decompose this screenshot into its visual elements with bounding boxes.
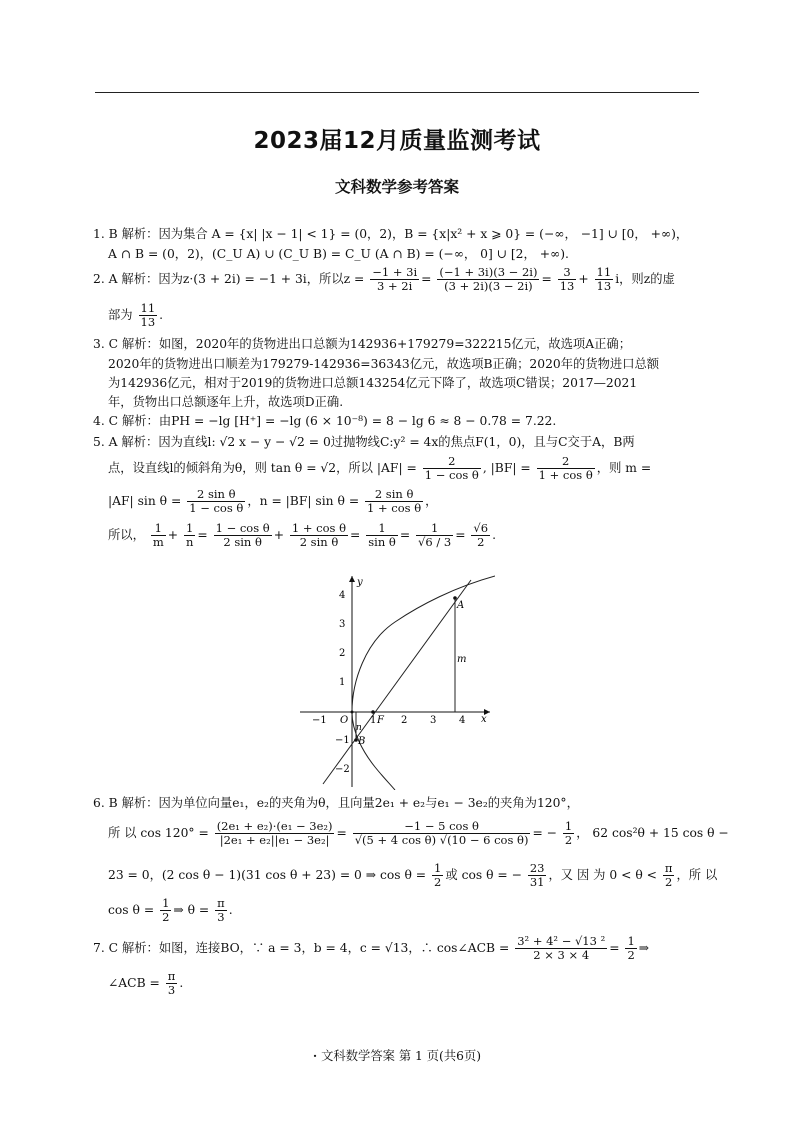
parabola-graph (295, 572, 495, 790)
point-F (371, 710, 375, 714)
tick-F: F (377, 715, 384, 726)
q5-g5: $\frac{1}{\text{sin θ}}$ (368, 521, 396, 549)
point-O (351, 711, 354, 714)
q5-g3: $\frac{\text{1 − cos θ}}{\text{2 sin θ}}$ (215, 521, 270, 549)
tick-y--1: −1 (335, 735, 350, 746)
q5-line2: 点，设直线l的倾斜角为θ，则 tan θ = √2，所以 |AF| = $\frac{2}{\text{1 − cos θ}}$ , |BF| = $\frac{2}{\text{1 + cos θ}}$ ，则 m = (108, 454, 652, 482)
q7-k2: $\frac{1}{2}$ (627, 934, 635, 962)
q2-frac5: $\frac{11}{13}$ (140, 301, 156, 329)
q4-line1: 4. C 解析：由PH = −lg [H⁺] = −lg (6 × 10⁻⁸) = 8 − lg 6 ≈ 8 − 0.78 = 7.22. (93, 414, 557, 428)
q6-h3: $\frac{1}{2}$ (564, 819, 573, 847)
q5-g7: $\frac{√6}{2}$ (473, 521, 489, 549)
parabola-upper (352, 576, 495, 712)
q6-h6: $\frac{\pi}{2}$ (664, 861, 673, 889)
label-B: B (358, 736, 366, 747)
tick-x-3: 3 (430, 715, 437, 726)
q6-h1: $\frac{\text{(2e₁ + e₂)·(e₁ − 3e₂)}}{\text{|2e₁ + e₂||e₁ − 3e₂|}}$ (216, 819, 333, 847)
q3-line4: 年，货物出口总额逐年上升，故选项D正确. (108, 395, 344, 409)
tick-y-2: 2 (339, 648, 346, 659)
q5-frac-af: $\frac{2}{\text{1 − cos θ}}$ (424, 454, 479, 482)
q2-frac3: $\frac{3}{13}$ (559, 265, 575, 293)
q6-line3: 23 = 0，(2 cos θ − 1)(31 cos θ + 23) = 0 ⇒ cos θ = $\frac{1}{2}$ 或 cos θ = − $\frac{23}{31}$ ，又 因 为 0 < θ < $\frac{\pi}{2}$ ，所 以 (108, 861, 718, 889)
page-subtitle: 文科数学参考答案 (334, 178, 459, 196)
tick-y-4: 4 (339, 590, 346, 601)
q2-line2: 部为 $\frac{11}{13}$ . (108, 301, 164, 329)
q1-line2: A ∩ B = (0，2)，(C_U A) ∪ (C_U B) = C_U (A ∩ B) = (−∞， 0] ∪ [2， +∞). (108, 247, 569, 261)
q2-line2-prefix: 部为 (108, 308, 133, 322)
top-rule (95, 92, 699, 93)
q5-line4: 所以， $\frac{1}{m}$ + $\frac{1}{n}$ = $\frac{\text{1 − cos θ}}{\text{2 sin θ}}$ + $\frac{\text{1 + cos θ}}{\text{2 sin θ}}$ = $\frac{1}{\text{sin θ}}$ = $\frac{1}{√6 / 3}$ = $\frac{√6}{2}$ . (108, 521, 496, 549)
tick-y--2: −2 (335, 764, 350, 775)
q5-g6: $\frac{1}{√6 / 3}$ (418, 521, 452, 549)
x-axis-label: x (481, 714, 487, 725)
q5-frac-n: $\frac{\text{2 sin θ}}{\text{1 + cos θ}}$ (367, 487, 422, 515)
q7-line1: 7. C 解析：如图，连接BO，∵ a = 3，b = 4，c = √13，∴ cos∠ACB = $\frac{\text{3² + 4² − √13 ²}}{2 \times 3 \times 4}$ = $\frac{1}{2}$ ⇒ (93, 934, 650, 962)
q5-g2: $\frac{1}{n}$ (185, 521, 194, 549)
q7-k3: $\frac{\pi}{3}$ (167, 969, 176, 997)
tick-y-3: 3 (339, 619, 346, 630)
label-n: n (356, 723, 362, 733)
y-axis-label: y (357, 577, 363, 588)
tick-y-1: 1 (339, 677, 346, 688)
label-A: A (457, 600, 465, 611)
q2-prefix: 2. A 解析：因为z·(3 + 2i) = −1 + 3i，所以z = (93, 272, 365, 286)
q5-frac-m: $\frac{\text{2 sin θ}}{\text{1 − cos θ}}$ (189, 487, 244, 515)
q5-line3: |AF| sin θ = $\frac{\text{2 sin θ}}{\text{1 − cos θ}}$ ，n = |BF| sin θ = $\frac{\text{2 sin θ}}{\text{1 + cos θ}}$ ， (108, 487, 438, 515)
tick-x--1: −1 (312, 715, 327, 726)
page-title: 2023届12月质量监测考试 (253, 128, 541, 154)
q6-h8: $\frac{\pi}{3}$ (217, 896, 225, 924)
q6-h2: $\frac{\text{−1 − 5 cos θ}}{\text{√(5 + 4 cos θ) √(10 − 6 cos θ)}}$ (354, 819, 529, 847)
footer-dot: · (312, 1048, 318, 1063)
q6-h4: $\frac{1}{2}$ (434, 861, 442, 889)
tick-x-4: 4 (459, 715, 466, 726)
q6-h7: $\frac{1}{2}$ (162, 896, 170, 924)
y-axis-arrow (349, 576, 355, 582)
q2-frac4: $\frac{11}{13}$ (596, 265, 612, 293)
q6-line2: 所 以 cos 120° = $\frac{\text{(2e₁ + e₂)·(e₁ − 3e₂)}}{\text{|2e₁ + e₂||e₁ − 3e₂|}}$ = $\frac{\text{−1 − 5 cos θ}}{\text{√(5 + 4 cos θ) √(10 − 6 cos θ)}}$ = − $\frac{1}{2}$ ， 62 cos²θ + 15 cos θ − (108, 819, 729, 847)
tick-origin: O (340, 715, 349, 726)
q6-h5: $\frac{23}{31}$ (529, 861, 545, 889)
q5-g4: $\frac{\text{1 + cos θ}}{\text{2 sin θ}}$ (291, 521, 347, 549)
q1-line1: 1. B 解析：因为集合 A = {x| |x − 1| < 1} = (0，2)，B = {x|x² + x ⩾ 0} = (−∞， −1] ∪ [0， +∞)， (93, 227, 689, 241)
label-m: m (457, 654, 467, 665)
q7-line2: ∠ACB = $\frac{\pi}{3}$ . (108, 969, 184, 997)
q7-k1: $\frac{\text{3² + 4² − √13 ²}}{2 \times 3 \times 4}$ (517, 934, 606, 962)
tick-x-1: 1 (370, 715, 377, 726)
footer-text: 文科数学答案 第 1 页(共6页) (321, 1049, 482, 1063)
tick-x-2: 2 (401, 715, 408, 726)
q3-line1: 3. C 解析：如图，2020年的货物进出口总额为142936+179279=322215亿元，故选项A正确； (93, 337, 631, 351)
q2-frac2: $\frac{(-1 + 3i)(3 - 2i)}{(3 + 2i)(3 - 2i)}$ (439, 265, 538, 293)
q5-frac-bf: $\frac{2}{\text{1 + cos θ}}$ (538, 454, 593, 482)
q2-suffix: i，则z的虚 (615, 272, 675, 286)
q3-line2: 2020年的货物进出口顺差为179279-142936=36343亿元，故选项B正确；2020年的货物进口总额 (108, 357, 660, 371)
q5-line1: 5. A 解析：因为直线l: √2 x − y − √2 = 0过抛物线C:y² = 4x的焦点F(1，0)，且与C交于A，B两 (93, 435, 635, 449)
q2-frac1: $\frac{-1 + 3i}{3 + 2i}$ (372, 265, 418, 293)
q6-line4: cos θ = $\frac{1}{2}$ ⇒ θ = $\frac{\pi}{3}$ . (108, 896, 233, 924)
q3-line3: 为142936亿元，相对于2019的货物进口总额143254亿元下降了，故选项C错误；2017—2021 (108, 376, 638, 390)
q5-g1: $\frac{1}{m}$ (152, 521, 164, 549)
q6-line1: 6. B 解析：因为单位向量e₁，e₂的夹角为θ，且向量2e₁ + e₂与e₁ − 3e₂的夹角为120°， (93, 796, 579, 810)
page-footer (0, 1046, 794, 1064)
q2-line1: 2. A 解析：因为z·(3 + 2i) = −1 + 3i，所以z = $\frac{-1 + 3i}{3 + 2i}$ = $\frac{(-1 + 3i)(3 - 2i)}{(3 + 2i)(3 - 2i)}$ = $\frac{3}{13}$ + $\frac{11}{13}$ i，则z的虚 (93, 265, 675, 293)
